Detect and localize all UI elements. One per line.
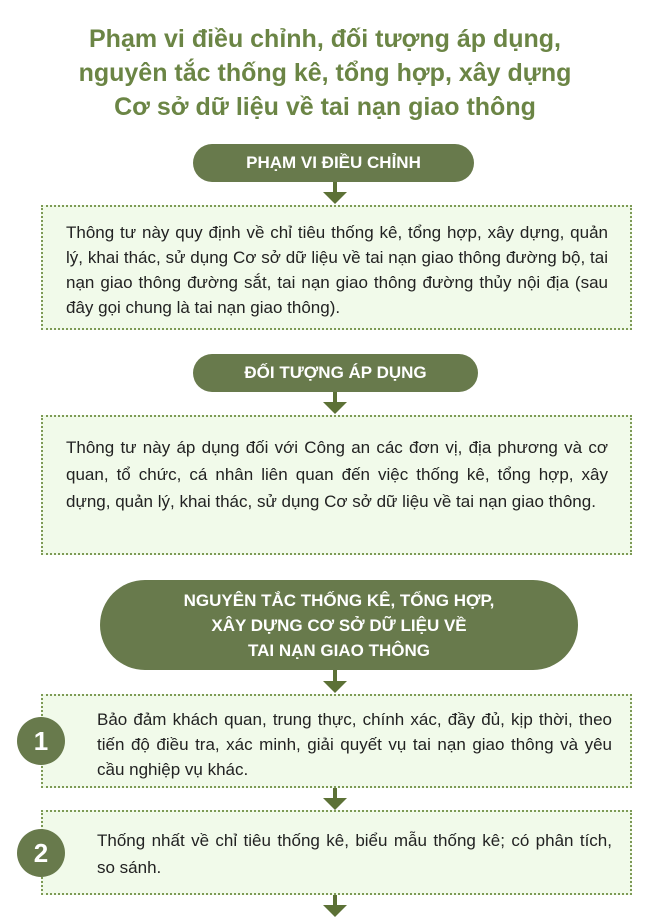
page-title [20,22,630,124]
section-heading-line: XÂY DỰNG CƠ SỞ DỮ LIỆU VỀ [211,615,467,635]
section-heading-scope [193,144,474,182]
section-body-applicable-subjects [41,415,632,555]
section-heading-line: TAI NẠN GIAO THÔNG [248,640,430,660]
title-line: nguyên tắc thống kê, tổng hợp, xây dựng [78,59,572,87]
down-arrow-icon [323,670,347,694]
item-number-badge [17,829,65,877]
section-body-scope [41,205,632,330]
item-number: 2 [33,837,49,868]
principle-item [41,810,632,895]
principle-text: Bảo đảm khách quan, trung thực, chính xác, đầy đủ, kịp thời, theo tiến độ điều tra, xác minh, giải quyết vụ tai nạn giao thông và yêu cầu nghiệp vụ khác. [97,710,612,779]
item-number-badge [17,717,65,765]
section-body-text: Thông tư này quy định về chỉ tiêu thống kê, tổng hợp, xây dựng, quản lý, khai thác, sử dụng Cơ sở dữ liệu về tai nạn giao thông đường bộ, tai nạn giao thông đường sắt, tai nạn giao thông đường thủy nội địa (sau đây gọi chung là tai nạn giao thông). [66,223,608,317]
down-arrow-icon [323,182,347,204]
down-arrow-icon [323,895,347,917]
section-heading-label: PHẠM VI ĐIỀU CHỈNH [246,153,421,172]
down-arrow-icon [323,392,347,414]
item-number: 1 [33,725,49,756]
title-line: Phạm vi điều chỉnh, đối tượng áp dụng, [89,25,561,53]
title-line: Cơ sở dữ liệu về tai nạn giao thông [114,93,536,121]
section-body-text: Thông tư này áp dụng đối với Công an các đơn vị, địa phương và cơ quan, tổ chức, cá nhân liên quan đến việc thống kê, tổng hợp, xây dựng, quản lý, khai thác, sử dụng Cơ sở dữ liệu về tai nạn giao thông. [66,438,608,511]
principle-item [41,694,632,788]
section-heading-label: ĐỐI TƯỢNG ÁP DỤNG [244,363,427,382]
section-heading-principles [100,580,578,670]
principle-text: Thống nhất về chỉ tiêu thống kê, biểu mẫu thống kê; có phân tích, so sánh. [97,831,612,877]
section-heading-line: NGUYÊN TẮC THỐNG KÊ, TỔNG HỢP, [183,590,495,610]
section-heading-applicable-subjects [193,354,478,392]
down-arrow-icon [323,788,347,810]
